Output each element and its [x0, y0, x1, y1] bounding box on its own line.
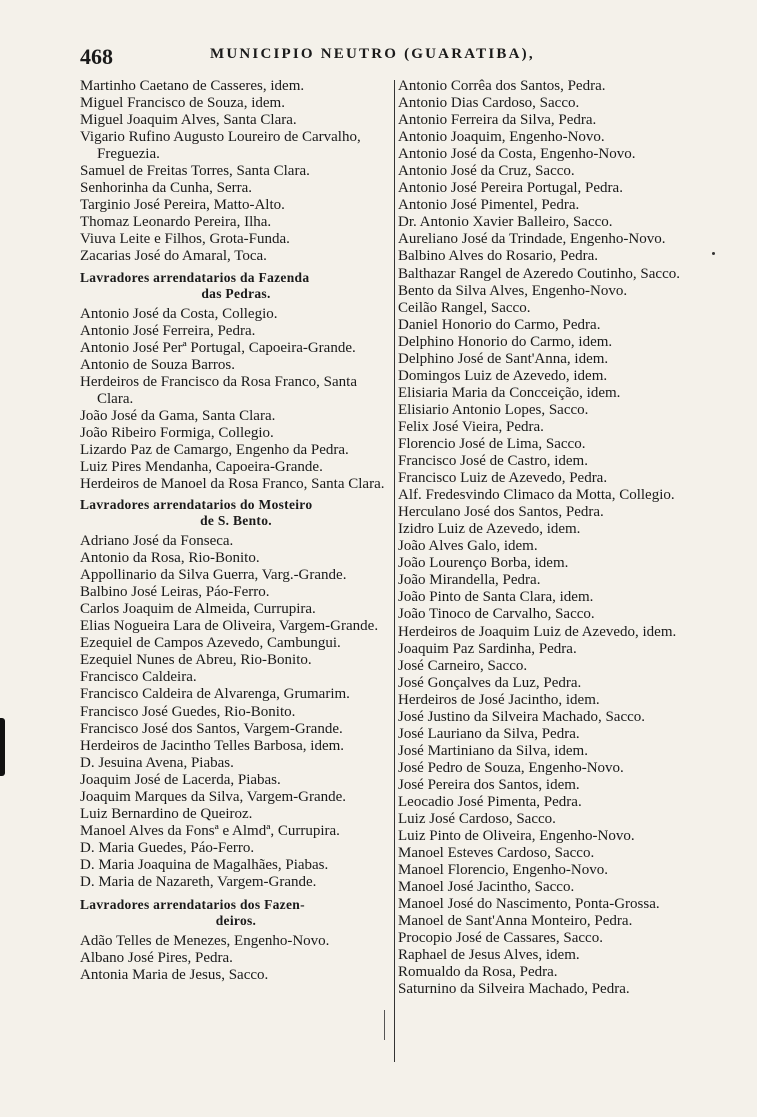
list-item: José Carneiro, Sacco. — [398, 657, 528, 674]
list-item: Balthazar Rangel de Azeredo Coutinho, Sacco. — [398, 265, 680, 282]
list-item: Leocadio José Pimenta, Pedra. — [398, 793, 582, 810]
list-item: Ezequiel Nunes de Abreu, Rio-Bonito. — [80, 652, 312, 669]
list-item: Appollinario da Silva Guerra, Varg.-Grande. — [80, 567, 347, 584]
list-item: Antonia Maria de Jesus, Sacco. — [80, 967, 269, 984]
list-item: Balbino Alves do Rosario, Pedra. — [398, 248, 598, 265]
list-item: Vigario Rufino Augusto Loureiro de Carvalho, Freguezia. — [80, 129, 361, 163]
list-item: José Justino da Silveira Machado, Sacco. — [398, 708, 646, 725]
heading-line: Lavradores arrendatarios do Mosteiro — [80, 497, 313, 513]
list-item: Herdeiros de Jacintho Telles Barbosa, idem. — [80, 737, 345, 754]
page-number: 468 — [80, 44, 113, 69]
list-item: Francisco Luiz de Azevedo, Pedra. — [398, 470, 608, 487]
list-item: Antonio José da Costa, Collegio. — [80, 305, 278, 322]
list-item: Thomaz Leonardo Pereira, Ilha. — [80, 214, 272, 231]
list-item: Antonio José da Costa, Engenho-Novo. — [398, 146, 636, 163]
list-item: Luiz José Cardoso, Sacco. — [398, 811, 556, 828]
list-item: Francisco José dos Santos, Vargem-Grande. — [80, 720, 343, 737]
heading-line: de S. Bento. — [200, 513, 272, 529]
heading-line: Lavradores arrendatarios dos Fazen- — [80, 897, 305, 913]
list-item: Antonio José Pereira Portugal, Pedra. — [398, 180, 623, 197]
column-divider — [394, 80, 395, 1062]
list-item: Florencio José de Lima, Sacco. — [398, 435, 586, 452]
list-item: Manoel José Jacintho, Sacco. — [398, 879, 575, 896]
list-item: Targinio José Pereira, Matto-Alto. — [80, 197, 285, 214]
list-item: José Gonçalves da Luz, Pedra. — [398, 674, 582, 691]
list-item: D. Jesuina Avena, Piabas. — [80, 754, 234, 771]
list-item: Manoel José do Nascimento, Ponta-Grossa. — [398, 896, 660, 913]
list-item: Domingos Luiz de Azevedo, idem. — [398, 367, 608, 384]
list-item: Manoel Esteves Cardoso, Sacco. — [398, 845, 595, 862]
list-item: Antonio Ferreira da Silva, Pedra. — [398, 112, 597, 129]
page-title: MUNICIPIO NEUTRO (GUARATIBA), — [210, 46, 535, 62]
list-item: Antonio da Rosa, Rio-Bonito. — [80, 550, 260, 567]
list-item: João Pinto de Santa Clara, idem. — [398, 589, 594, 606]
list-item: Delphino José de Sant'Anna, idem. — [398, 350, 609, 367]
list-item: Lizardo Paz de Camargo, Engenho da Pedra. — [80, 441, 349, 458]
list-item: Joaquim José de Lacerda, Piabas. — [80, 771, 281, 788]
list-item: Antonio José Ferreira, Pedra. — [80, 322, 256, 339]
list-item: Antonio de Souza Barros. — [80, 356, 235, 373]
list-item: Felix José Vieira, Pedra. — [398, 418, 544, 435]
list-item: José Pedro de Souza, Engenho-Novo. — [398, 759, 624, 776]
list-item: Daniel Honorio do Carmo, Pedra. — [398, 316, 601, 333]
list-item: Antonio José da Cruz, Sacco. — [398, 163, 575, 180]
list-item: Dr. Antonio Xavier Balleiro, Sacco. — [398, 214, 613, 231]
section-list-fazendeiros — [80, 933, 392, 984]
list-item: Francisco Caldeira de Alvarenga, Grumarim. — [80, 686, 350, 703]
heading-line: Lavradores arrendatarios da Fazenda — [80, 269, 310, 285]
list-item: Izidro Luiz de Azevedo, idem. — [398, 521, 581, 538]
list-item: José Lauriano da Silva, Pedra. — [398, 725, 580, 742]
list-item: Adão Telles de Menezes, Engenho-Novo. — [80, 933, 330, 950]
list-item: Herdeiros de José Jacintho, idem. — [398, 691, 600, 708]
list-item: Saturnino da Silveira Machado, Pedra. — [398, 981, 630, 998]
list-item: Elisiaria Maria da Concceição, idem. — [398, 384, 621, 401]
list-item: Romualdo da Rosa, Pedra. — [398, 964, 558, 981]
list-item: Procopio José de Cassares, Sacco. — [398, 930, 603, 947]
list-item: João Lourenço Borba, idem. — [398, 555, 569, 572]
list-item: Carlos Joaquim de Almeida, Currupira. — [80, 601, 316, 618]
heading-line: das Pedras. — [201, 285, 271, 301]
list-item: José Pereira dos Santos, idem. — [398, 776, 580, 793]
list-item: Adriano José da Fonseca. — [80, 533, 234, 550]
list-item: Antonio Dias Cardoso, Sacco. — [398, 95, 580, 112]
list-item: Manoel Florencio, Engenho-Novo. — [398, 862, 608, 879]
list-item: Luiz Bernardino de Queiroz. — [80, 805, 253, 822]
list-item: Senhorinha da Cunha, Serra. — [80, 180, 253, 197]
list-item: Zacarias José do Amaral, Toca. — [80, 248, 267, 265]
list-item: Raphael de Jesus Alves, idem. — [398, 947, 580, 964]
heading-line: deiros. — [215, 913, 257, 929]
list-item: Aureliano José da Trindade, Engenho-Novo. — [398, 231, 666, 248]
top-list — [80, 78, 392, 266]
list-item: D. Maria Joaquina de Magalhães, Piabas. — [80, 856, 329, 873]
list-item: Delphino Honorio do Carmo, idem. — [398, 333, 613, 350]
list-item: Viuva Leite e Filhos, Grota-Funda. — [80, 231, 290, 248]
list-item: D. Maria Guedes, Páo-Ferro. — [80, 839, 255, 856]
list-item: Miguel Francisco de Souza, idem. — [80, 95, 285, 112]
list-item: Antonio Joaquim, Engenho-Novo. — [398, 129, 605, 146]
list-item: Antonio José Perª Portugal, Capoeira-Grande. — [80, 339, 356, 356]
list-item: Elias Nogueira Lara de Oliveira, Vargem-Grande. — [80, 618, 379, 635]
list-item: João Tinoco de Carvalho, Sacco. — [398, 606, 595, 623]
right-list — [398, 78, 720, 999]
list-item: Albano José Pires, Pedra. — [80, 950, 233, 967]
list-item: Bento da Silva Alves, Engenho-Novo. — [398, 282, 628, 299]
list-item: Joaquim Marques da Silva, Vargem-Grande. — [80, 788, 347, 805]
rule-fragment — [384, 1010, 385, 1040]
binding-mark — [0, 718, 5, 776]
list-item: Herdeiros de Francisco da Rosa Franco, Santa Clara. — [80, 373, 358, 407]
list-item: João Alves Galo, idem. — [398, 538, 538, 555]
list-item: Manoel de Sant'Anna Monteiro, Pedra. — [398, 913, 633, 930]
section-heading-mosteiro — [80, 497, 392, 529]
list-item: Joaquim Paz Sardinha, Pedra. — [398, 640, 577, 657]
list-item: Herdeiros de Manoel da Rosa Franco, Santa Clara. — [80, 475, 385, 492]
list-item: Alf. Fredesvindo Climaco da Motta, Collegio. — [398, 487, 675, 504]
list-item: Ceilão Rangel, Sacco. — [398, 299, 531, 316]
list-item: Luiz Pires Mendanha, Capoeira-Grande. — [80, 458, 323, 475]
section-list-fazenda-pedras — [80, 306, 392, 494]
list-item: Herdeiros de Joaquim Luiz de Azevedo, idem. — [398, 623, 677, 640]
list-item: Antonio Corrêa dos Santos, Pedra. — [398, 78, 606, 94]
list-item: Martinho Caetano de Casseres, idem. — [80, 78, 305, 94]
list-item: João Ribeiro Formiga, Collegio. — [80, 424, 274, 441]
list-item: Manoel Alves da Fonsª e Almdª, Currupira. — [80, 822, 340, 839]
list-item: Herculano José dos Santos, Pedra. — [398, 504, 604, 521]
list-item: Ezequiel de Campos Azevedo, Cambungui. — [80, 635, 341, 652]
section-list-mosteiro — [80, 533, 392, 891]
list-item: Samuel de Freitas Torres, Santa Clara. — [80, 163, 310, 180]
list-item: João José da Gama, Santa Clara. — [80, 407, 276, 424]
right-column — [398, 78, 720, 999]
list-item: D. Maria de Nazareth, Vargem-Grande. — [80, 873, 317, 890]
left-column — [80, 78, 392, 984]
list-item: Antonio José Pimentel, Pedra. — [398, 197, 580, 214]
list-item: Miguel Joaquim Alves, Santa Clara. — [80, 112, 297, 129]
list-item: Luiz Pinto de Oliveira, Engenho-Novo. — [398, 828, 635, 845]
list-item: José Martiniano da Silva, idem. — [398, 742, 588, 759]
list-item: Francisco Caldeira. — [80, 669, 197, 686]
section-heading-fazendeiros — [80, 897, 392, 929]
list-item: Francisco José de Castro, idem. — [398, 453, 588, 470]
list-item: João Mirandella, Pedra. — [398, 572, 541, 589]
list-item: Elisiario Antonio Lopes, Sacco. — [398, 401, 589, 418]
list-item: Balbino José Leiras, Páo-Ferro. — [80, 584, 270, 601]
list-item: Francisco José Guedes, Rio-Bonito. — [80, 703, 296, 720]
section-heading-fazenda-pedras — [80, 270, 392, 302]
